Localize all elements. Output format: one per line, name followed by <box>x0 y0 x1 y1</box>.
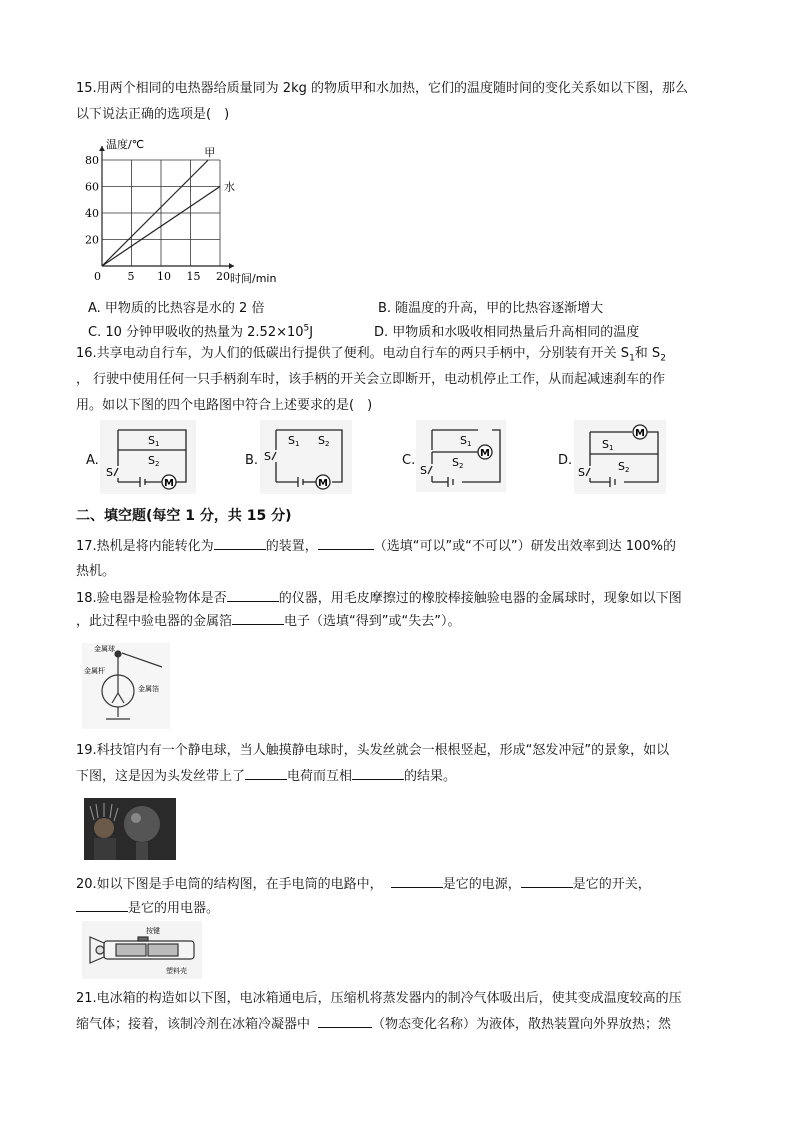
q15-stem-line2: 以下说法正确的选项是( ) <box>76 107 230 122</box>
svg-text:2: 2 <box>625 466 630 474</box>
circuit-c-s2: S <box>452 456 459 469</box>
circuit-d-s2: S <box>618 460 625 473</box>
circuit-c[interactable] <box>416 420 506 492</box>
circuit-b[interactable] <box>260 420 352 494</box>
q15-option-d[interactable]: D. 甲物质和水吸收相同热量后升高相同的温度 <box>374 325 640 340</box>
q17-blank-2[interactable] <box>318 537 374 550</box>
q16-s1-sub: 1 <box>629 353 635 364</box>
circuit-b-s2: S <box>318 434 325 447</box>
electroscope-foil-label: 金属箔 <box>138 685 159 693</box>
y-tick-label: 60 <box>85 180 99 194</box>
electroscope-ball-label: 金属球 <box>94 645 115 653</box>
q16-option-c-label[interactable]: C. <box>402 453 416 468</box>
q16-stem-text: 16.共享电动自行车，为人们的低碳出行提供了便利。电动自行车的两只手柄中，分别装有开关 S <box>76 346 630 361</box>
q18-line1: 18.验电器是检验物体是否 的仪器，用毛皮摩擦过的橡胶棒接触验电器的金属球时，现象如以下图 <box>76 591 682 606</box>
series-label-1: 水 <box>224 180 235 194</box>
q20-blank-1[interactable] <box>391 875 443 888</box>
circuit-b-s: S <box>264 450 271 463</box>
circuit-c-s1: S <box>460 434 467 447</box>
series-label-0: 甲 <box>204 146 216 159</box>
flashlight-button-label: 按键 <box>146 927 160 935</box>
circuit-d-s1: S <box>602 438 609 451</box>
static-ball-photo <box>84 798 176 860</box>
q16-option-b-label[interactable]: B. <box>245 453 259 468</box>
chart-y-label: 温度/℃ <box>106 138 145 151</box>
circuit-a-s2: S <box>148 454 155 467</box>
q20-blank-2[interactable] <box>521 875 573 888</box>
q15-option-b[interactable]: B. 随温度的升高，甲的比热容逐渐增大 <box>378 301 604 316</box>
x-tick-label: 15 <box>186 270 201 283</box>
q16-option-d-label[interactable]: D. <box>558 453 573 468</box>
x-tick-label: 5 <box>127 270 135 283</box>
circuit-a-s1: S <box>148 434 155 447</box>
q18-blank-1[interactable] <box>227 589 279 602</box>
circuit-a[interactable] <box>100 420 196 494</box>
q15-option-c-unit: J <box>309 325 314 340</box>
q21-line1: 21.电冰箱的构造如以下图，电冰箱通电后，压缩机将蒸发器内的制冷气体吸出后，使其变成温度较高的压 <box>76 991 682 1006</box>
chart-grid <box>99 146 234 269</box>
q15-option-c[interactable] <box>88 321 313 340</box>
circuit-a-motor: M <box>164 478 174 489</box>
x-tick-label: 0 <box>94 270 101 283</box>
q15-option-c-text: C. 10 分钟甲吸收的热量为 2.52×10 <box>88 325 304 340</box>
q19-line1: 19.科技馆内有一个静电球，当人触摸静电球时，头发丝就会一根根竖起，形成“怒发冲冠”的景象，如以 <box>76 743 670 758</box>
flashlight-figure <box>82 921 202 979</box>
q18-line2: ，此过程中验电器的金属箔 电子（选填“得到”或“失去”）。 <box>76 614 461 629</box>
circuit-d-s: S <box>578 466 585 479</box>
chart-x-label: 时间/min <box>230 272 277 285</box>
electroscope-rod-label: 金属杆 <box>84 667 105 675</box>
q21-line2: 缩气体；接着，该制冷剂在冰箱冷凝器中 （物态变化名称）为液体，散热装置向外界放热；然 <box>76 1017 672 1032</box>
section-2-title: 二、填空题(每空 1 分，共 15 分) <box>76 508 292 524</box>
q16-s2-sub: 2 <box>660 353 666 364</box>
temperature-time-chart <box>80 134 290 290</box>
y-tick-label: 40 <box>85 207 99 220</box>
q20-blank-3[interactable] <box>76 899 128 912</box>
electroscope-figure <box>82 643 170 729</box>
circuit-d[interactable] <box>574 420 666 494</box>
q16-option-a-label[interactable]: A. <box>86 453 99 468</box>
x-axis-arrow <box>229 263 234 269</box>
q19-line2: 下图，这是因为头发丝带上了 电荷而互相 的结果。 <box>76 769 457 784</box>
flashlight-shell-label: 塑料壳 <box>166 967 187 975</box>
q19-blank-2[interactable] <box>352 767 404 780</box>
x-tick-label: 10 <box>157 270 171 283</box>
q20-line1: 20.如以下图是手电筒的结构图，在手电筒的电路中， 是它的电源， 是它的开关， <box>76 877 651 892</box>
circuit-b-s1: S <box>288 434 295 447</box>
circuit-b-motor: M <box>318 478 328 489</box>
q18-blank-2[interactable] <box>232 612 284 625</box>
q17-blank-1[interactable] <box>214 537 266 550</box>
q21-blank-1[interactable] <box>318 1015 372 1028</box>
svg-text:1: 1 <box>609 444 614 452</box>
y-axis-arrow <box>99 146 105 151</box>
circuit-a-s: S <box>106 466 113 479</box>
circuit-c-motor: M <box>480 448 490 459</box>
svg-text:1: 1 <box>155 440 160 448</box>
q17-line2: 热机。 <box>76 564 116 579</box>
q19-blank-1[interactable] <box>245 767 287 780</box>
q16-and: 和 S <box>634 346 661 361</box>
svg-text:2: 2 <box>325 440 330 448</box>
q16-stem-line3: 用。如以下图的四个电路图中符合上述要求的是( ) <box>76 398 373 413</box>
chart-ticks <box>85 154 230 283</box>
svg-text:2: 2 <box>459 462 464 470</box>
y-tick-label: 80 <box>85 154 99 167</box>
svg-text:1: 1 <box>295 440 300 448</box>
x-tick-label: 20 <box>216 270 230 283</box>
svg-text:2: 2 <box>155 460 160 468</box>
circuit-c-s: S <box>420 464 427 477</box>
q17-line1: 17.热机是将内能转化为 的装置， （选填“可以”或“不可以”）研发出效率到达 100%的 <box>76 539 676 554</box>
q20-line2: 是它的用电器。 <box>76 899 219 918</box>
y-tick-label: 20 <box>85 233 99 247</box>
q16-stem-line2: ， 行驶中使用任何一只手柄刹车时，该手柄的开关会立即断开，电动机停止工作，从而起减速刹车的作 <box>76 372 666 387</box>
svg-text:1: 1 <box>467 440 472 448</box>
circuit-d-motor: M <box>635 428 645 439</box>
q15-option-a[interactable]: A. 甲物质的比热容是水的 2 倍 <box>88 301 265 316</box>
q16-stem-line1 <box>76 345 666 368</box>
chart-series <box>102 146 235 266</box>
q15-stem-line1: 15.用两个相同的电热器给质量同为 2kg 的物质甲和水加热，它们的温度随时间的变化关系如以下图，那么 <box>76 81 688 96</box>
q15-option-c-exp: 5 <box>303 323 310 334</box>
